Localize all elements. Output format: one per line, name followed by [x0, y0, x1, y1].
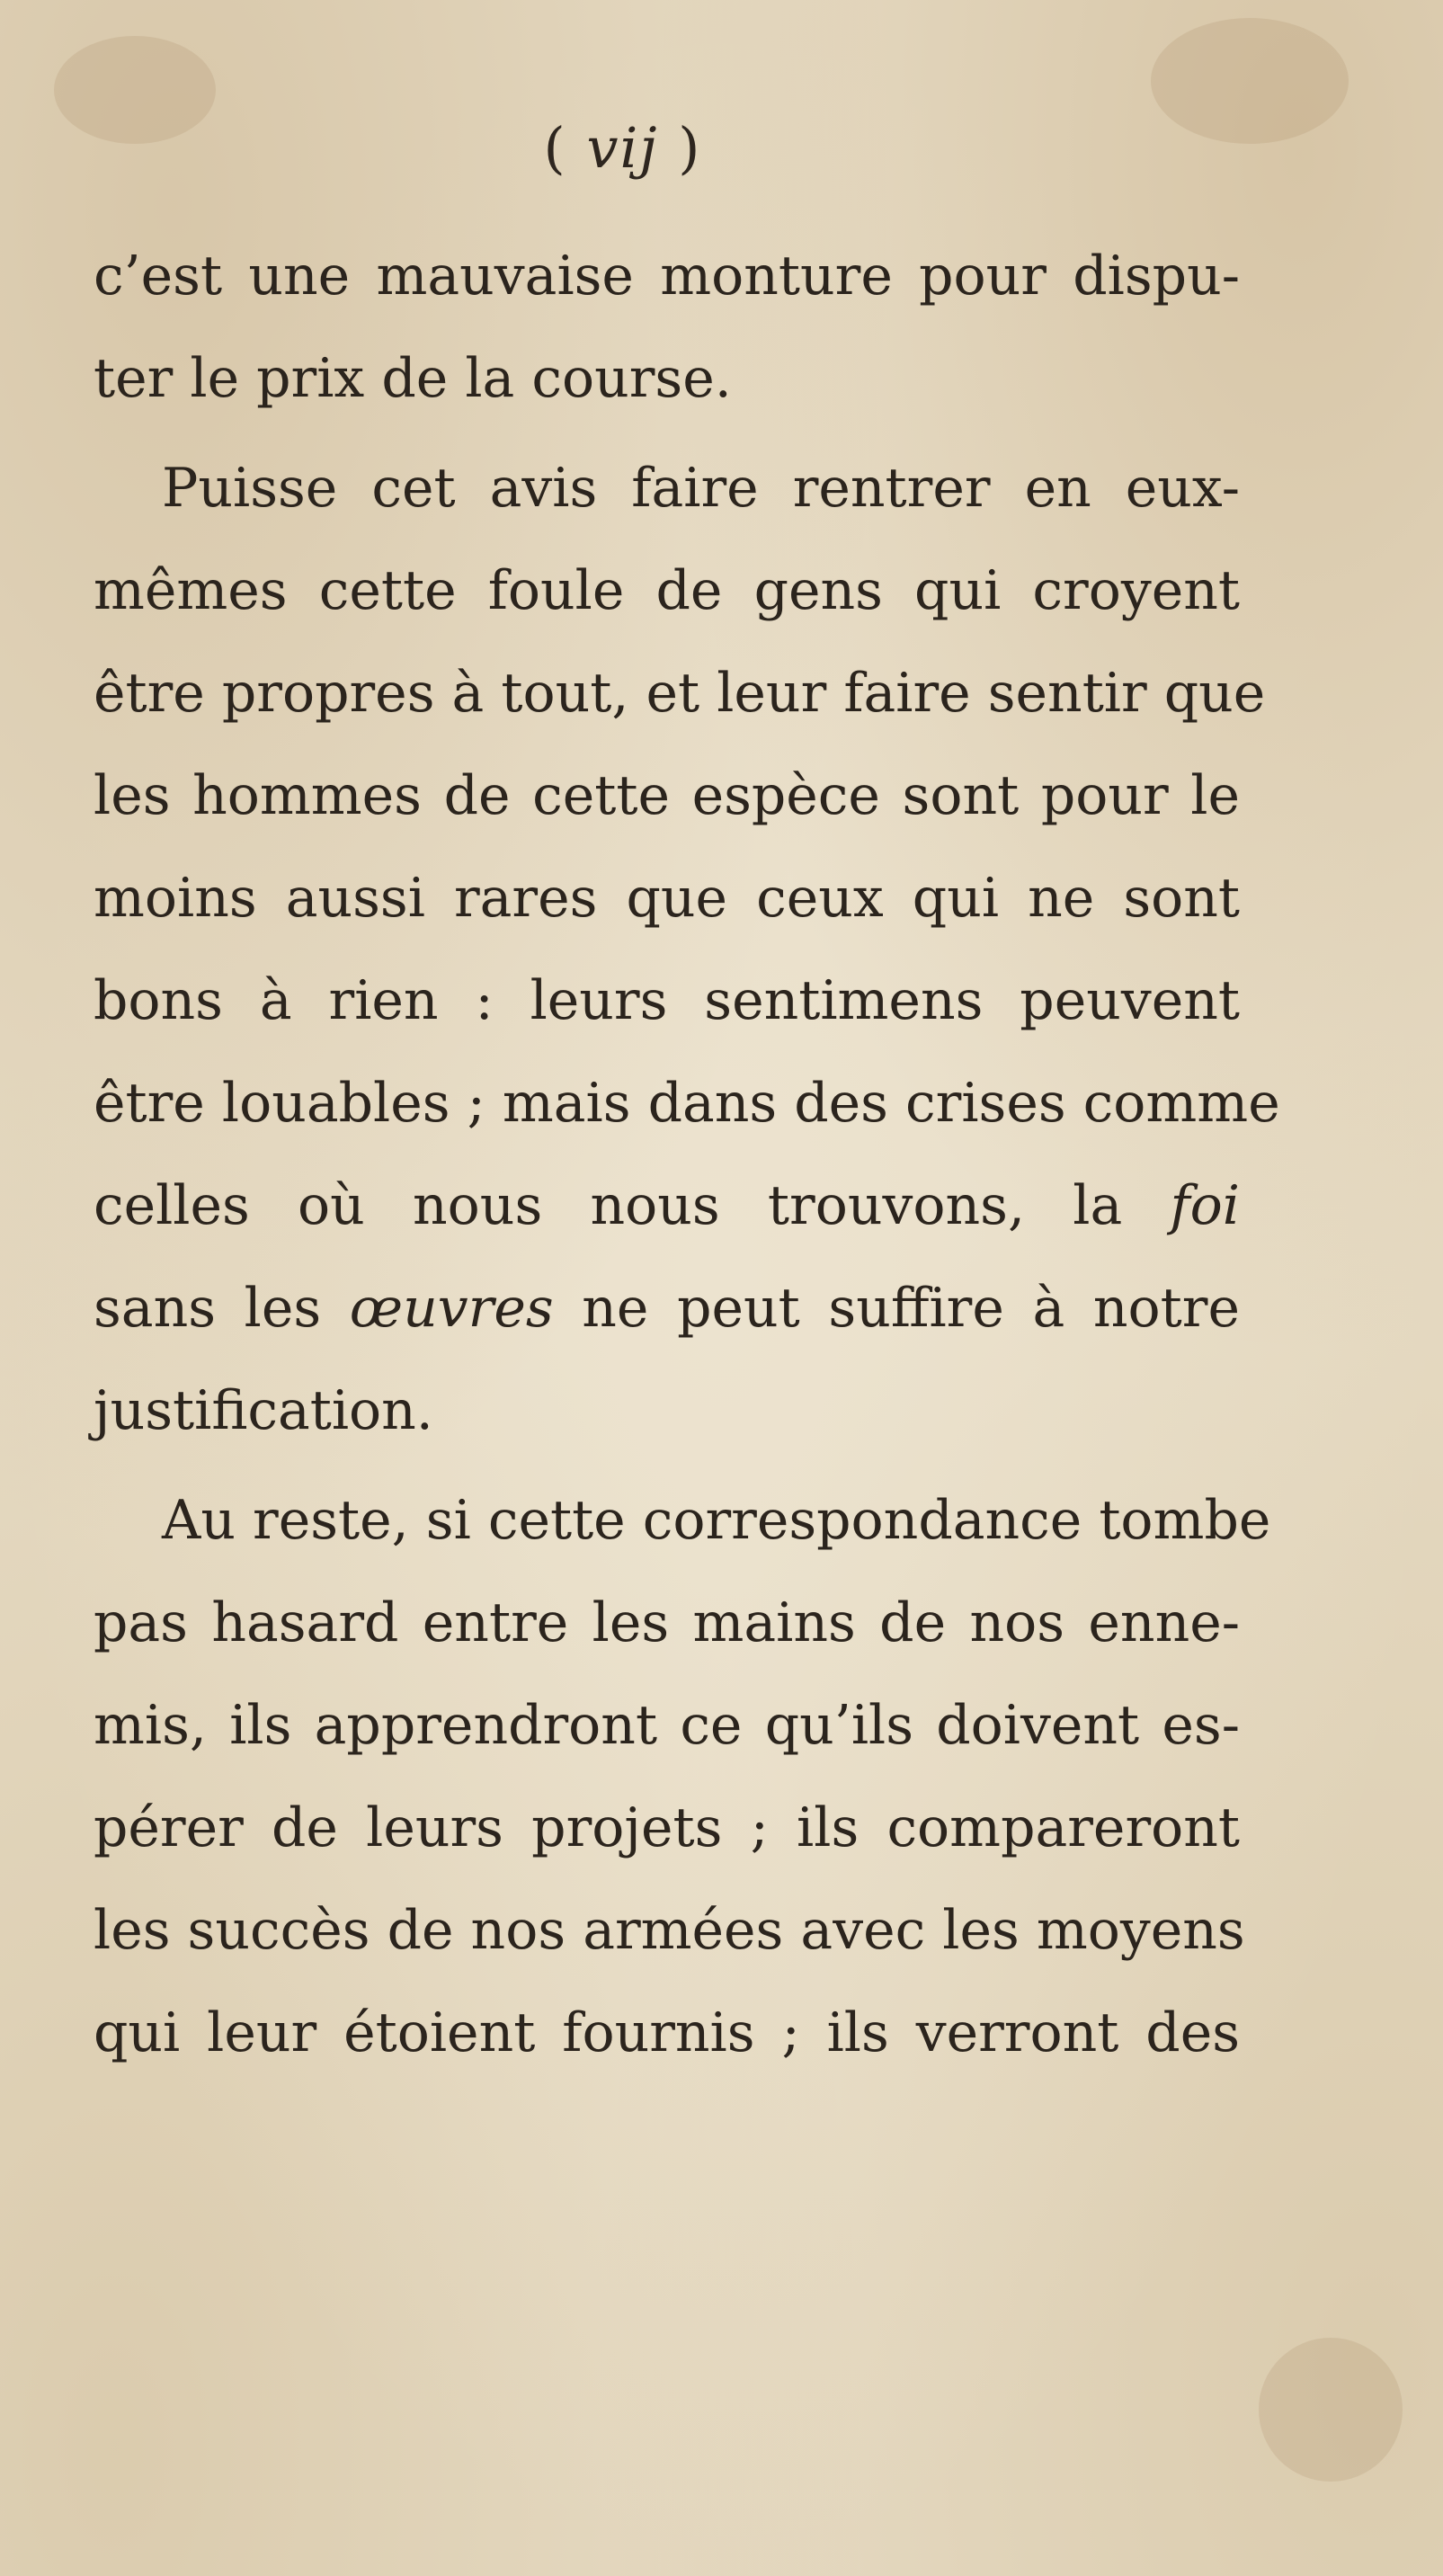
body-text: [94, 225, 1280, 2084]
text-line: Puisse cet avis faire rentrer en eux-: [162, 457, 1240, 520]
page-number-value: vij: [586, 115, 659, 181]
text-line: qui leur étoient fournis ; ils verront des: [94, 2001, 1240, 2064]
text-line: moins aussi rares que ceux qui ne sont: [94, 867, 1240, 930]
page-number-open: (: [543, 115, 567, 181]
text-line: Au reste, si cette correspondance tombe: [162, 1489, 1271, 1552]
page-number-close: ): [678, 115, 702, 181]
paragraph: [94, 437, 1280, 1462]
text-line: mis, ils apprendront ce qu’ils doivent es-: [94, 1694, 1240, 1757]
text-line: être louables ; mais dans des crises comme: [94, 1072, 1280, 1135]
text-segment: celles où nous nous trouvons, la: [94, 1174, 1171, 1237]
text-line: les succès de nos armées avec les moyens: [94, 1899, 1245, 1962]
italic-word: foi: [1170, 1174, 1240, 1237]
text-line: être propres à tout, et leur faire sentir que: [94, 662, 1266, 725]
paper-stain: [1259, 2338, 1403, 2482]
italic-word: œuvres: [349, 1277, 554, 1340]
text-segment: ne peut suffire à notre: [553, 1277, 1240, 1340]
text-segment: sans les: [94, 1277, 350, 1340]
paragraph: [94, 225, 1240, 430]
text-line: c’est une mauvaise monture pour dispu-: [94, 245, 1240, 308]
text-line: les hommes de cette espèce sont pour le: [94, 764, 1240, 827]
paragraph: [94, 1469, 1271, 2084]
page-number: [0, 115, 1344, 181]
text-line: justification.: [94, 1379, 433, 1442]
text-line: bons à rien : leurs sentimens peuvent: [94, 969, 1240, 1032]
text-line-with-italic: [94, 1154, 1240, 1257]
text-line: pérer de leurs projets ; ils compareront: [94, 1796, 1240, 1859]
text-line-with-italic: [94, 1257, 1240, 1359]
text-line: mêmes cette foule de gens qui croyent: [94, 559, 1240, 622]
text-line: pas hasard entre les mains de nos enne-: [94, 1591, 1240, 1654]
text-line: ter le prix de la course.: [94, 347, 732, 410]
